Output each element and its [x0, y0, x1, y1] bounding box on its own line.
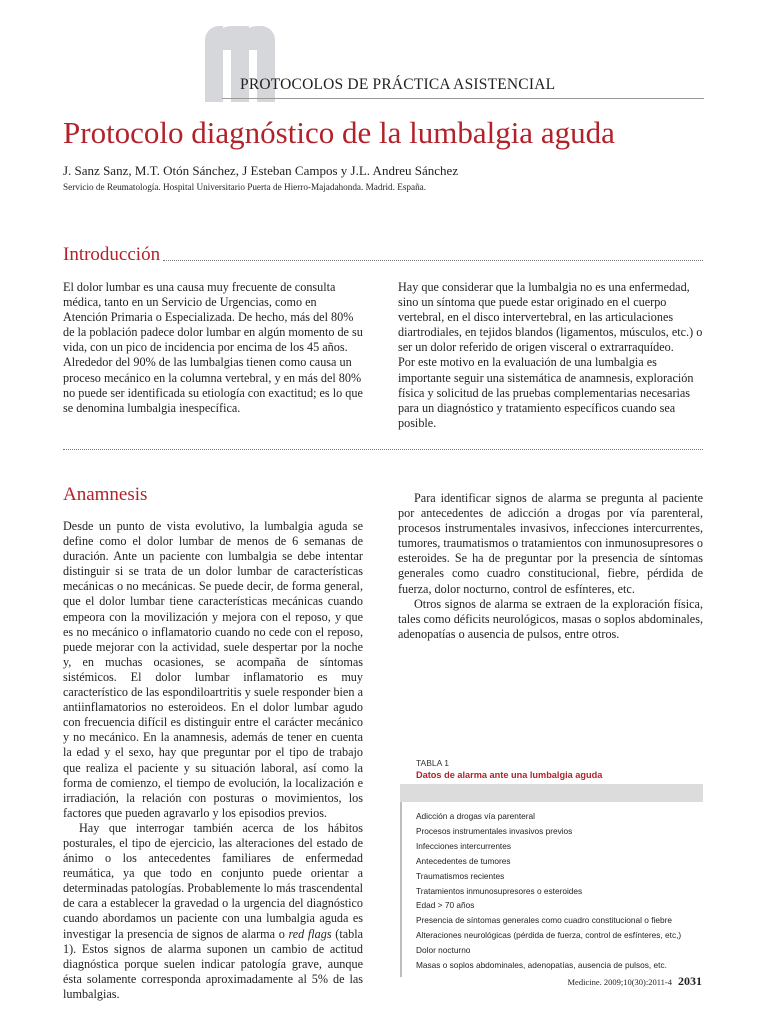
paragraph: Por este motivo en la evaluación de una lumbalgia es importante seguir una sistemática de anamnesis, exploración física y solicitud de las pruebas complementarias necesarias para un diagnóstico y tratamiento específicos cuando sea posible.	[398, 355, 694, 430]
header-rule	[222, 98, 704, 99]
table-header-band	[400, 784, 703, 802]
table-row: Tratamientos inmunosupresores o esteroides	[416, 885, 583, 896]
section-label: PROTOCOLOS DE PRÁCTICA ASISTENCIAL	[240, 76, 556, 93]
anamnesis-heading: Anamnesis	[63, 484, 148, 505]
anamnesis-left-column	[63, 519, 363, 1002]
table-title: Datos de alarma ante una lumbalgia aguda	[416, 770, 603, 780]
anamnesis-right-column	[398, 491, 703, 642]
table-label: TABLA 1	[416, 758, 449, 768]
article-authors: J. Sanz Sanz, M.T. Otón Sánchez, J Esteban Campos y J.L. Andreu Sánchez	[63, 163, 459, 178]
text-span: (tabla 1). Estos signos de alarma suponen un cambio de actitud diagnóstica porque suelen indicar patología grave, aunque ésta solamente corresponda aproximadamente al 5% de las lumbalgias.	[63, 926, 363, 1001]
dotted-separator	[63, 449, 703, 450]
table-body	[400, 802, 703, 977]
introduccion-heading: Introducción	[63, 244, 161, 265]
dotted-leader	[163, 260, 703, 261]
paragraph: Desde un punto de vista evolutivo, la lumbalgia aguda se define como el dolor lumbar de menos de 6 semanas de duración. Ante un paciente con lumbalgia se debe intentar distinguir si se trata de un dolor lumbar de características mecánicas o no mecánicas. Se puede decir, de forma general, que el dolor lumbar tiene características mecánicas cuando empeora con la movilización y mejora con el reposo, y que es no mecánico o inflamatorio cuando no cede con el reposo, puede mejorar con la actividad, suele despertar por la noche y, en muchas ocasiones, se acompaña de síntomas sistémicos. El dolor lumbar inflamatorio es muy característico de las espondiloartritis y suele responder bien a antiinflamatorios no esteroideos. En el dolor lumbar agudo con frecuencia difícil es distinguir entre el carácter mecánico y no mecánico. En la anamnesis, además de tener en cuenta la edad y el sexo, hay que preguntar por el tipo de trabajo que realiza el paciente y su situación laboral, así como la forma de comienzo, el tiempo de evolución, la localización e irradiación, la relación con posturas o movimientos, los factores que pueden agravarlo y los episodios previos.	[63, 519, 363, 820]
paragraph: El dolor lumbar es una causa muy frecuente de consulta médica, tanto en un Servicio de Urgencias, como en Atención Primaria o Especializada. De hecho, más del 80% de la población padece dolor lumbar en algún momento de su vida, con un pico de incidencia por encima de los 45 años.	[63, 280, 363, 355]
table-row: Edad > 70 años	[416, 900, 475, 911]
table-row: Masas o soplos abdominales, adenopatías, ausencia de pulsos, etc.	[416, 960, 667, 971]
table-row: Procesos instrumentales invasivos previos	[416, 825, 573, 836]
paragraph: Hay que considerar que la lumbalgia no es una enfermedad, sino un síntoma que puede estar originado en el cuerpo vertebral, en el disco intervertebral, en las articulaciones diartrodiales, en tejidos blandos (ligamentos, músculos, etc.) o ser un dolor referido de origen visceral o extrarraquídeo.	[398, 280, 703, 355]
table-row: Presencia de síntomas generales como cuadro constitucional o fiebre	[416, 915, 672, 926]
article-title: Protocolo diagnóstico de la lumbalgia aguda	[63, 115, 615, 150]
italic-term: red flags	[288, 926, 332, 941]
article-affiliation: Servicio de Reumatología. Hospital Universitario Puerta de Hierro-Majadahonda. Madrid. España.	[63, 182, 427, 192]
table-row: Alteraciones neurológicas (pérdida de fuerza, control de esfínteres, etc,)	[416, 930, 682, 941]
introduccion-heading-row	[63, 243, 703, 267]
table-row: Traumatismos recientes	[416, 870, 505, 881]
paragraph: Alrededor del 90% de las lumbalgias tienen como causa un proceso mecánico en la columna vertebral, y en más del 80% no puede ser identificada su etiología con exactitud; es lo que se denomina lumbalgia inespecífica.	[63, 355, 363, 415]
page-number: 2031	[678, 974, 702, 988]
table-row: Adicción a drogas vía parenteral	[416, 811, 535, 821]
table-1	[400, 758, 703, 977]
text-span: Hay que interrogar también acerca de los hábitos posturales, el tipo de ejercicio, las alteraciones del estado de ánimo o los antecedentes familiares de enfermedad reumática, ya que todo en conjunto puede orientar a determinadas patologías. Probablemente lo más trascendental de cara a establecer la gravedad o la urgencia del diagnóstico cuando abordamos un paciente con una lumbalgia aguda es investigar la presencia de signos de alarma o	[63, 820, 363, 941]
introduccion-left-column	[63, 280, 363, 416]
table-row: Infecciones intercurrentes	[416, 840, 512, 851]
table-rule	[400, 802, 402, 977]
paragraph: Otros signos de alarma se extraen de la exploración física, tales como déficits neurológicos, masas o soplos abdominales, adenopatías o ausencia de pulsos, entre otros.	[398, 596, 703, 641]
table-row: Antecedentes de tumores	[416, 855, 511, 866]
introduccion-right-column	[398, 280, 703, 431]
page-footer	[568, 974, 703, 989]
table-row: Dolor nocturno	[416, 945, 471, 956]
citation: Medicine. 2009;10(30):2011-4	[567, 977, 672, 987]
paragraph	[63, 821, 363, 1002]
paragraph: Para identificar signos de alarma se pregunta al paciente por antecedentes de adicción a drogas por vía parenteral, procesos instrumentales invasivos, infecciones intercurrentes, tumores, traumatismos o tratamientos con inmunosupresores o esteroides. Se ha de preguntar por la presencia de síntomas generales como cuadro constitucional, fiebre, pérdida de fuerza, dolor nocturno, control de esfínteres, etc.	[398, 491, 703, 596]
